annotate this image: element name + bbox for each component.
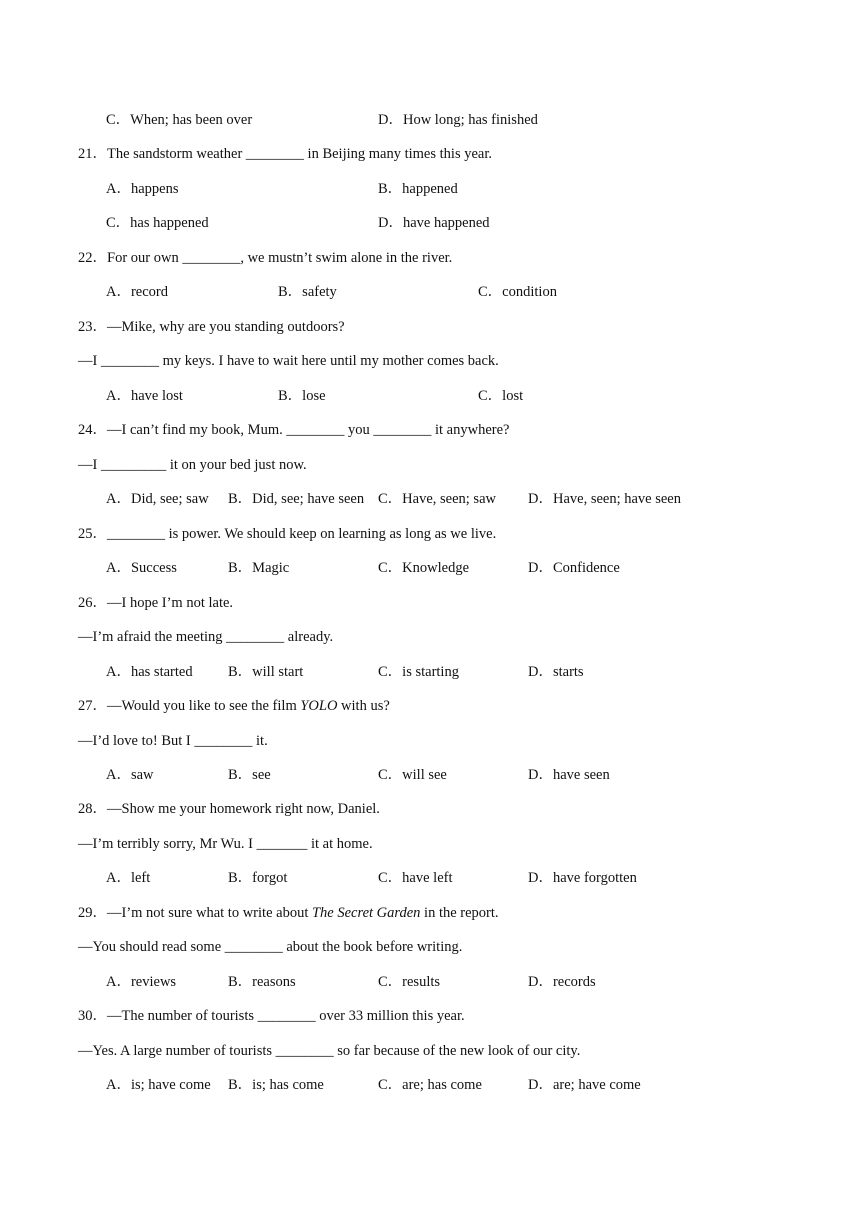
question-23-options [106,387,846,405]
option-a: A．is; have come [106,1077,211,1093]
option-a: A．happens [106,181,179,197]
option-c: C．are; has come [378,1077,482,1093]
question-24-stem: 24．—I can’t find my book, Mum. ________ you ________ it anywhere? [78,422,510,438]
question-26-reply: —I’m afraid the meeting ________ already. [78,629,334,645]
option-c: C．have left [378,870,453,886]
option-b: B．reasons [228,974,296,990]
option-d: D．Have, seen; have seen [528,491,681,507]
option-c: C．is starting [378,664,459,680]
option-d: D．have forgotten [528,870,637,886]
option-d: D．Confidence [528,560,620,576]
question-29-stem: 29．—I’m not sure what to write about The Secret Garden in the report. [78,905,499,921]
question-30-options [106,1076,846,1094]
option-a: A．Did, see; saw [106,491,209,507]
option-b: B．is; has come [228,1077,324,1093]
option-c: C．has happened [106,215,209,231]
option-b: B．see [228,767,271,783]
question-21-options-row1 [106,180,846,198]
question-21-options-row2 [106,214,846,232]
question-26-options [106,663,846,681]
option-d: D．starts [528,664,584,680]
question-27-stem: 27．—Would you like to see the film YOLO with us? [78,698,390,714]
option-b: B．happened [378,181,458,197]
carryover-options [106,111,846,129]
option-c: C．condition [478,284,557,300]
question-24-reply: —I _________ it on your bed just now. [78,457,307,473]
option-c: C．Knowledge [378,560,470,576]
option-b: B．safety [278,284,337,300]
question-29-options [106,973,846,991]
option-c: C．will see [378,767,447,783]
option-d: D．have happened [378,215,490,231]
question-22-options [106,283,846,301]
option-c: C．lost [478,388,524,404]
question-30-reply: —Yes. A large number of tourists ________ so far because of the new look of our city. [78,1043,581,1059]
option-b: B．lose [278,388,326,404]
question-28-options [106,869,846,887]
question-30-stem: 30．—The number of tourists ________ over 33 million this year. [78,1008,465,1024]
question-26-stem: 26．—I hope I’m not late. [78,595,234,611]
question-27-options [106,766,846,784]
option-d: D．are; have come [528,1077,641,1093]
option-d: D．records [528,974,596,990]
question-28-reply: —I’m terribly sorry, Mr Wu. I _______ it at home. [78,836,373,852]
question-23-reply: —I ________ my keys. I have to wait here until my mother comes back. [78,353,499,369]
option-c: C．results [378,974,441,990]
option-a: A．record [106,284,169,300]
option-c: C．When; has been over [106,112,253,128]
option-a: A．left [106,870,151,886]
question-27-reply: —I’d love to! But I ________ it. [78,733,268,749]
option-b: B．Magic [228,560,290,576]
option-a: A．reviews [106,974,177,990]
option-a: A．saw [106,767,154,783]
question-23-stem: 23．—Mike, why are you standing outdoors? [78,319,345,335]
option-b: B．Did, see; have seen [228,491,365,507]
question-24-options [106,490,846,508]
option-d: D．How long; has finished [378,112,538,128]
question-29-reply: —You should read some ________ about the book before writing. [78,939,463,955]
film-title: YOLO [300,698,338,714]
option-a: A．Success [106,560,177,576]
question-25-stem: 25．________ is power. We should keep on learning as long as we live. [78,526,497,542]
option-a: A．has started [106,664,193,680]
question-21-stem: 21．The sandstorm weather ________ in Beijing many times this year. [78,146,492,162]
option-b: B．will start [228,664,304,680]
option-a: A．have lost [106,388,183,404]
question-22-stem: 22．For our own ________, we mustn’t swim alone in the river. [78,250,453,266]
option-d: D．have seen [528,767,610,783]
option-b: B．forgot [228,870,288,886]
question-28-stem: 28．—Show me your homework right now, Daniel. [78,801,380,817]
book-title: The Secret Garden [311,905,421,921]
question-25-options [106,559,846,577]
option-c: C．Have, seen; saw [378,491,496,507]
